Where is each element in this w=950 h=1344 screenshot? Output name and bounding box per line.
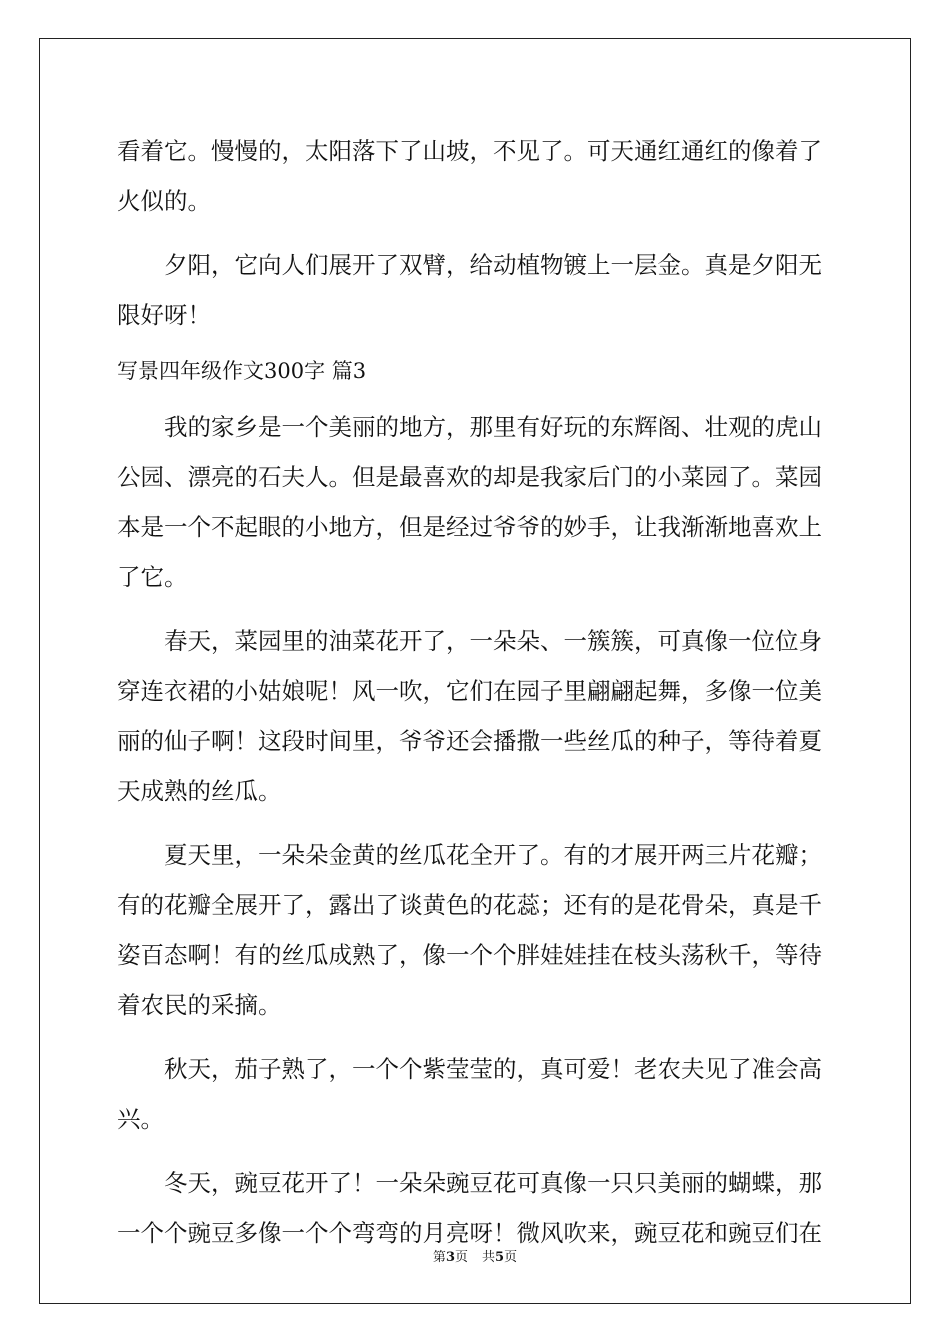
text-line: 一个个豌豆多像一个个弯弯的月亮呀！微风吹来，豌豆花和豌豆们在 <box>117 1219 822 1247</box>
text-line: 春天，菜园里的油菜花开了，一朵朵、一簇簇，可真像一位位身 <box>117 627 822 655</box>
document-body <box>117 126 833 1258</box>
section-heading: 写景四年级作文300字 篇3 <box>117 359 367 383</box>
total-prefix: 共 <box>482 1250 496 1265</box>
text-line: 兴。 <box>117 1105 164 1133</box>
text-line: 本是一个不起眼的小地方，但是经过爷爷的妙手，让我渐渐地喜欢上 <box>117 513 822 541</box>
page-footer <box>0 1246 950 1265</box>
text-line: 公园、漂亮的石夫人。但是最喜欢的却是我家后门的小菜园了。菜园 <box>117 463 822 491</box>
text-line: 秋天，茄子熟了，一个个紫莹莹的，真可爱！老农夫见了准会高 <box>117 1055 822 1083</box>
text-line: 了它。 <box>117 563 188 591</box>
text-line: 天成熟的丝瓜。 <box>117 777 282 805</box>
total-unit: 页 <box>504 1250 518 1265</box>
text-line: 冬天，豌豆花开了！一朵朵豌豆花可真像一只只美丽的蝴蝶，那 <box>117 1169 822 1197</box>
text-line: 穿连衣裙的小姑娘呢！风一吹，它们在园子里翩翩起舞，多像一位美 <box>117 677 822 705</box>
page-total: 5 <box>495 1250 505 1265</box>
text-line: 着农民的采摘。 <box>117 991 282 1019</box>
text-line: 夕阳，它向人们展开了双臂，给动植物镀上一层金。真是夕阳无 <box>117 251 822 279</box>
text-line: 火似的。 <box>117 187 211 215</box>
text-line: 姿百态啊！有的丝瓜成熟了，像一个个胖娃娃挂在枝头荡秋千，等待 <box>117 941 822 969</box>
text-line: 夏天里，一朵朵金黄的丝瓜花全开了。有的才展开两三片花瓣； <box>117 841 822 869</box>
page-prefix: 第 <box>432 1250 446 1265</box>
text-line: 限好呀！ <box>117 301 211 329</box>
text-line: 我的家乡是一个美丽的地方，那里有好玩的东辉阁、壮观的虎山 <box>117 413 822 441</box>
text-line: 丽的仙子啊！这段时间里，爷爷还会播撒一些丝瓜的种子，等待着夏 <box>117 727 822 755</box>
page-current: 3 <box>445 1250 455 1265</box>
text-line: 看着它。慢慢的，太阳落下了山坡，不见了。可天通红通红的像着了 <box>117 137 822 165</box>
page-unit: 页 <box>454 1250 468 1265</box>
text-line: 有的花瓣全展开了，露出了谈黄色的花蕊；还有的是花骨朵，真是千 <box>117 891 822 919</box>
